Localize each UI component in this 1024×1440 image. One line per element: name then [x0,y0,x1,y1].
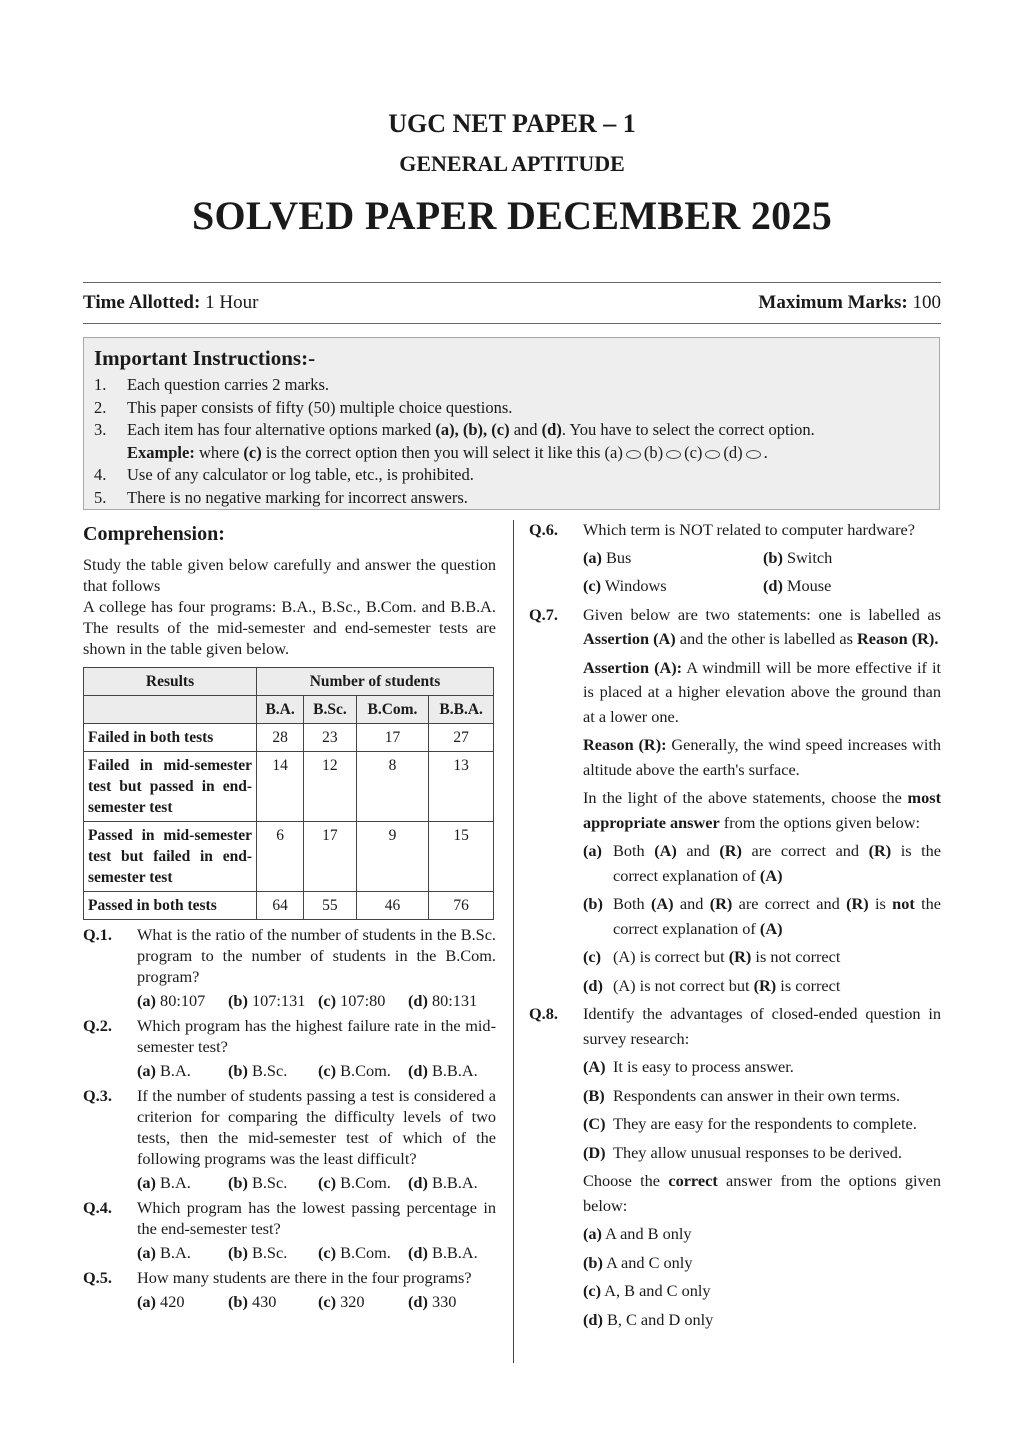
paper-title: UGC NET PAPER – 1 [388,109,636,138]
table-cell: 12 [304,752,356,822]
column-divider [513,520,514,1363]
results-table [83,667,494,920]
col-program: B.A. [257,696,304,724]
assertion: Assertion (A): A windmill will be more effective if it is placed at a higher elevation above the ground than at a lower one. [583,657,941,726]
table-cell: 15 [429,822,494,892]
table-row [84,752,494,822]
comprehension-title: Comprehension: [83,523,225,545]
option: (c) B.Com. [318,1173,391,1192]
question [83,1015,496,1081]
question-text: Which program has the lowest passing percentage in the end-semester test? [137,1198,496,1238]
question-text: Identify the advantages of closed-ended question in survey research: [583,1004,941,1048]
option: (b) Switch [763,547,833,567]
choose-instruction: In the light of the above statements, choose the most appropriate answer from the options given below: [583,788,941,832]
col-students: Number of students [257,668,494,696]
table-cell: 13 [429,752,494,822]
col-program: B.Sc. [304,696,356,724]
question-number: Q.8. [529,1004,558,1023]
options [137,1172,496,1193]
question-number: Q.5. [83,1268,112,1287]
table-cell: 17 [304,822,356,892]
right-column [529,518,941,1332]
table-cell: 27 [429,724,494,752]
option: (a) B.A. [137,1243,191,1262]
table-cell: 23 [304,724,356,752]
reason: Reason (R): Generally, the wind speed increases with altitude above the earth's surface. [583,735,942,779]
option: (b) B.Sc. [228,1173,288,1192]
question-number: Q.6. [529,520,558,539]
option: (d) (A) is not correct but (R) is correct [583,975,841,995]
statement: (D) They allow unusual responses to be derived. [583,1142,902,1162]
question-text: What is the ratio of the number of students in the B.Sc. program to the number of students in the B.Com. program? [137,925,496,986]
option: (a) A and B only [583,1224,692,1243]
table-cell: 14 [257,752,304,822]
question-text: Given below are two statements: one is labelled as Assertion (A) and the other is labelled as Reason (R). [583,604,941,648]
question [83,924,496,1011]
instruction-item: 3. Each item has four alternative options marked (a), (b), (c) and (d). You have to select the correct option. [94,420,815,440]
answer-bubble-icon [666,450,681,459]
option: (a) Both (A) and (R) are correct and (R) is the correct explanation of (A) [583,841,941,885]
question [83,1267,496,1312]
instruction-item: 5. There is no negative marking for incorrect answers. [94,487,468,507]
option: (c) 107:80 [318,991,386,1010]
question-number: Q.4. [83,1198,112,1217]
statement: (A) It is easy to process answer. [583,1057,794,1076]
table-cell: 55 [304,892,356,920]
options [137,1060,496,1081]
choose-instruction: Choose the correct answer from the options given below: [583,1171,942,1215]
options [583,546,943,599]
question-text: How many students are there in the four programs? [137,1268,472,1287]
col-results: Results [84,668,257,696]
table-cell: 46 [356,892,429,920]
comprehension-intro: Study the table given below carefully and answer the question that follows [83,555,496,595]
options [137,1291,496,1312]
col-program: B.Com. [356,696,429,724]
option: (d) B.B.A. [408,1173,478,1192]
option: (a) B.A. [137,1061,191,1080]
col-program: B.B.A. [429,696,494,724]
question [529,518,941,599]
option: (b) B.Sc. [228,1061,288,1080]
question-text: If the number of students passing a test is considered a criterion for comparing the difficulty levels of two tests, then the mid-semester test of which of the following programs was the least difficult? [137,1086,496,1168]
option: (d) 330 [408,1292,457,1311]
option: (b) Both (A) and (R) are correct and (R) is not the correct explanation of (A) [583,894,941,938]
option: (c) (A) is correct but (R) is not correct [583,947,841,966]
option: (c) A, B and C only [583,1281,711,1300]
option: (a) Bus [583,547,632,567]
row-label: Passed in mid-semester test but failed in end-semester test [84,822,257,892]
question-list [83,924,496,1312]
options [137,1242,496,1263]
question-text: Which program has the highest failure rate in the mid-semester test? [137,1016,496,1056]
question-number: Q.1. [83,925,112,944]
option: (b) A and C only [583,1252,693,1272]
option: (c) B.Com. [318,1243,391,1262]
question-number: Q.3. [83,1086,112,1105]
question-number: Q.7. [529,604,558,624]
question [529,603,941,999]
statement: (B) Respondents can answer in their own terms. [583,1085,901,1105]
instruction-item: 4. Use of any calculator or log table, etc., is prohibited. [94,465,474,485]
table-cell: 8 [356,752,429,822]
table-row [84,822,494,892]
option: (d) B.B.A. [408,1061,478,1080]
table-row [84,724,494,752]
answer-bubble-icon [746,450,761,459]
option: (c) Windows [583,576,667,595]
instruction-item: 1. Each question carries 2 marks. [94,375,330,394]
instructions-box [83,337,940,510]
table-cell: 6 [257,822,304,892]
question-number: Q.2. [83,1016,112,1035]
option: (d) B.B.A. [408,1243,478,1262]
instructions-list [94,374,929,510]
option: (d) 80:131 [408,991,478,1010]
answer-bubble-icon [705,450,720,459]
instructions-title: Important Instructions:- [94,346,316,370]
table-row [84,892,494,920]
table-cell: 64 [257,892,304,920]
instruction-item: 2. This paper consists of fifty (50) multiple choice questions. [94,397,513,417]
row-label: Failed in both tests [84,724,257,752]
time-allotted: Time Allotted: 1 Hour [83,292,259,313]
option: (d) Mouse [763,576,832,595]
answer-bubble-icon [626,450,641,459]
table-header-row [84,668,494,696]
maximum-marks: Maximum Marks: 100 [758,292,941,313]
paper-subtitle: GENERAL APTITUDE [399,151,625,176]
page-title: SOLVED PAPER DECEMBER 2025 [191,193,833,238]
statement: (C) They are easy for the respondents to complete. [583,1114,917,1133]
options [137,990,496,1011]
left-column [83,518,496,1312]
option: (a) 420 [137,1292,185,1311]
question [529,1002,941,1332]
option: (c) 320 [318,1292,365,1311]
row-label: Failed in mid-semester test but passed in end-semester test [84,752,257,822]
option: (a) 80:107 [137,991,206,1010]
table-cell: 9 [356,822,429,892]
option: (d) B, C and D only [583,1309,714,1329]
instruction-example: Example: where (c) is the correct option then you will select it like this (a) (b) (c) (d) . [127,442,768,462]
table-cell: 76 [429,892,494,920]
question-text: Which term is NOT related to computer hardware? [583,520,915,539]
row-label: Passed in both tests [84,892,257,920]
table-cell: 17 [356,724,429,752]
option: (c) B.Com. [318,1061,391,1080]
option: (b) B.Sc. [228,1243,288,1262]
question [83,1197,496,1263]
table-header-row [84,696,494,724]
option: (b) 107:131 [228,991,306,1010]
option: (b) 430 [228,1292,277,1311]
question [83,1085,496,1193]
option: (a) B.A. [137,1173,191,1192]
page-header [0,108,1024,240]
exam-meta [83,282,941,324]
table-cell: 28 [257,724,304,752]
comprehension-desc: A college has four programs: B.A., B.Sc., B.Com. and B.B.A. The results of the mid-semester and end-semester tests are shown in the table given below. [83,597,496,658]
